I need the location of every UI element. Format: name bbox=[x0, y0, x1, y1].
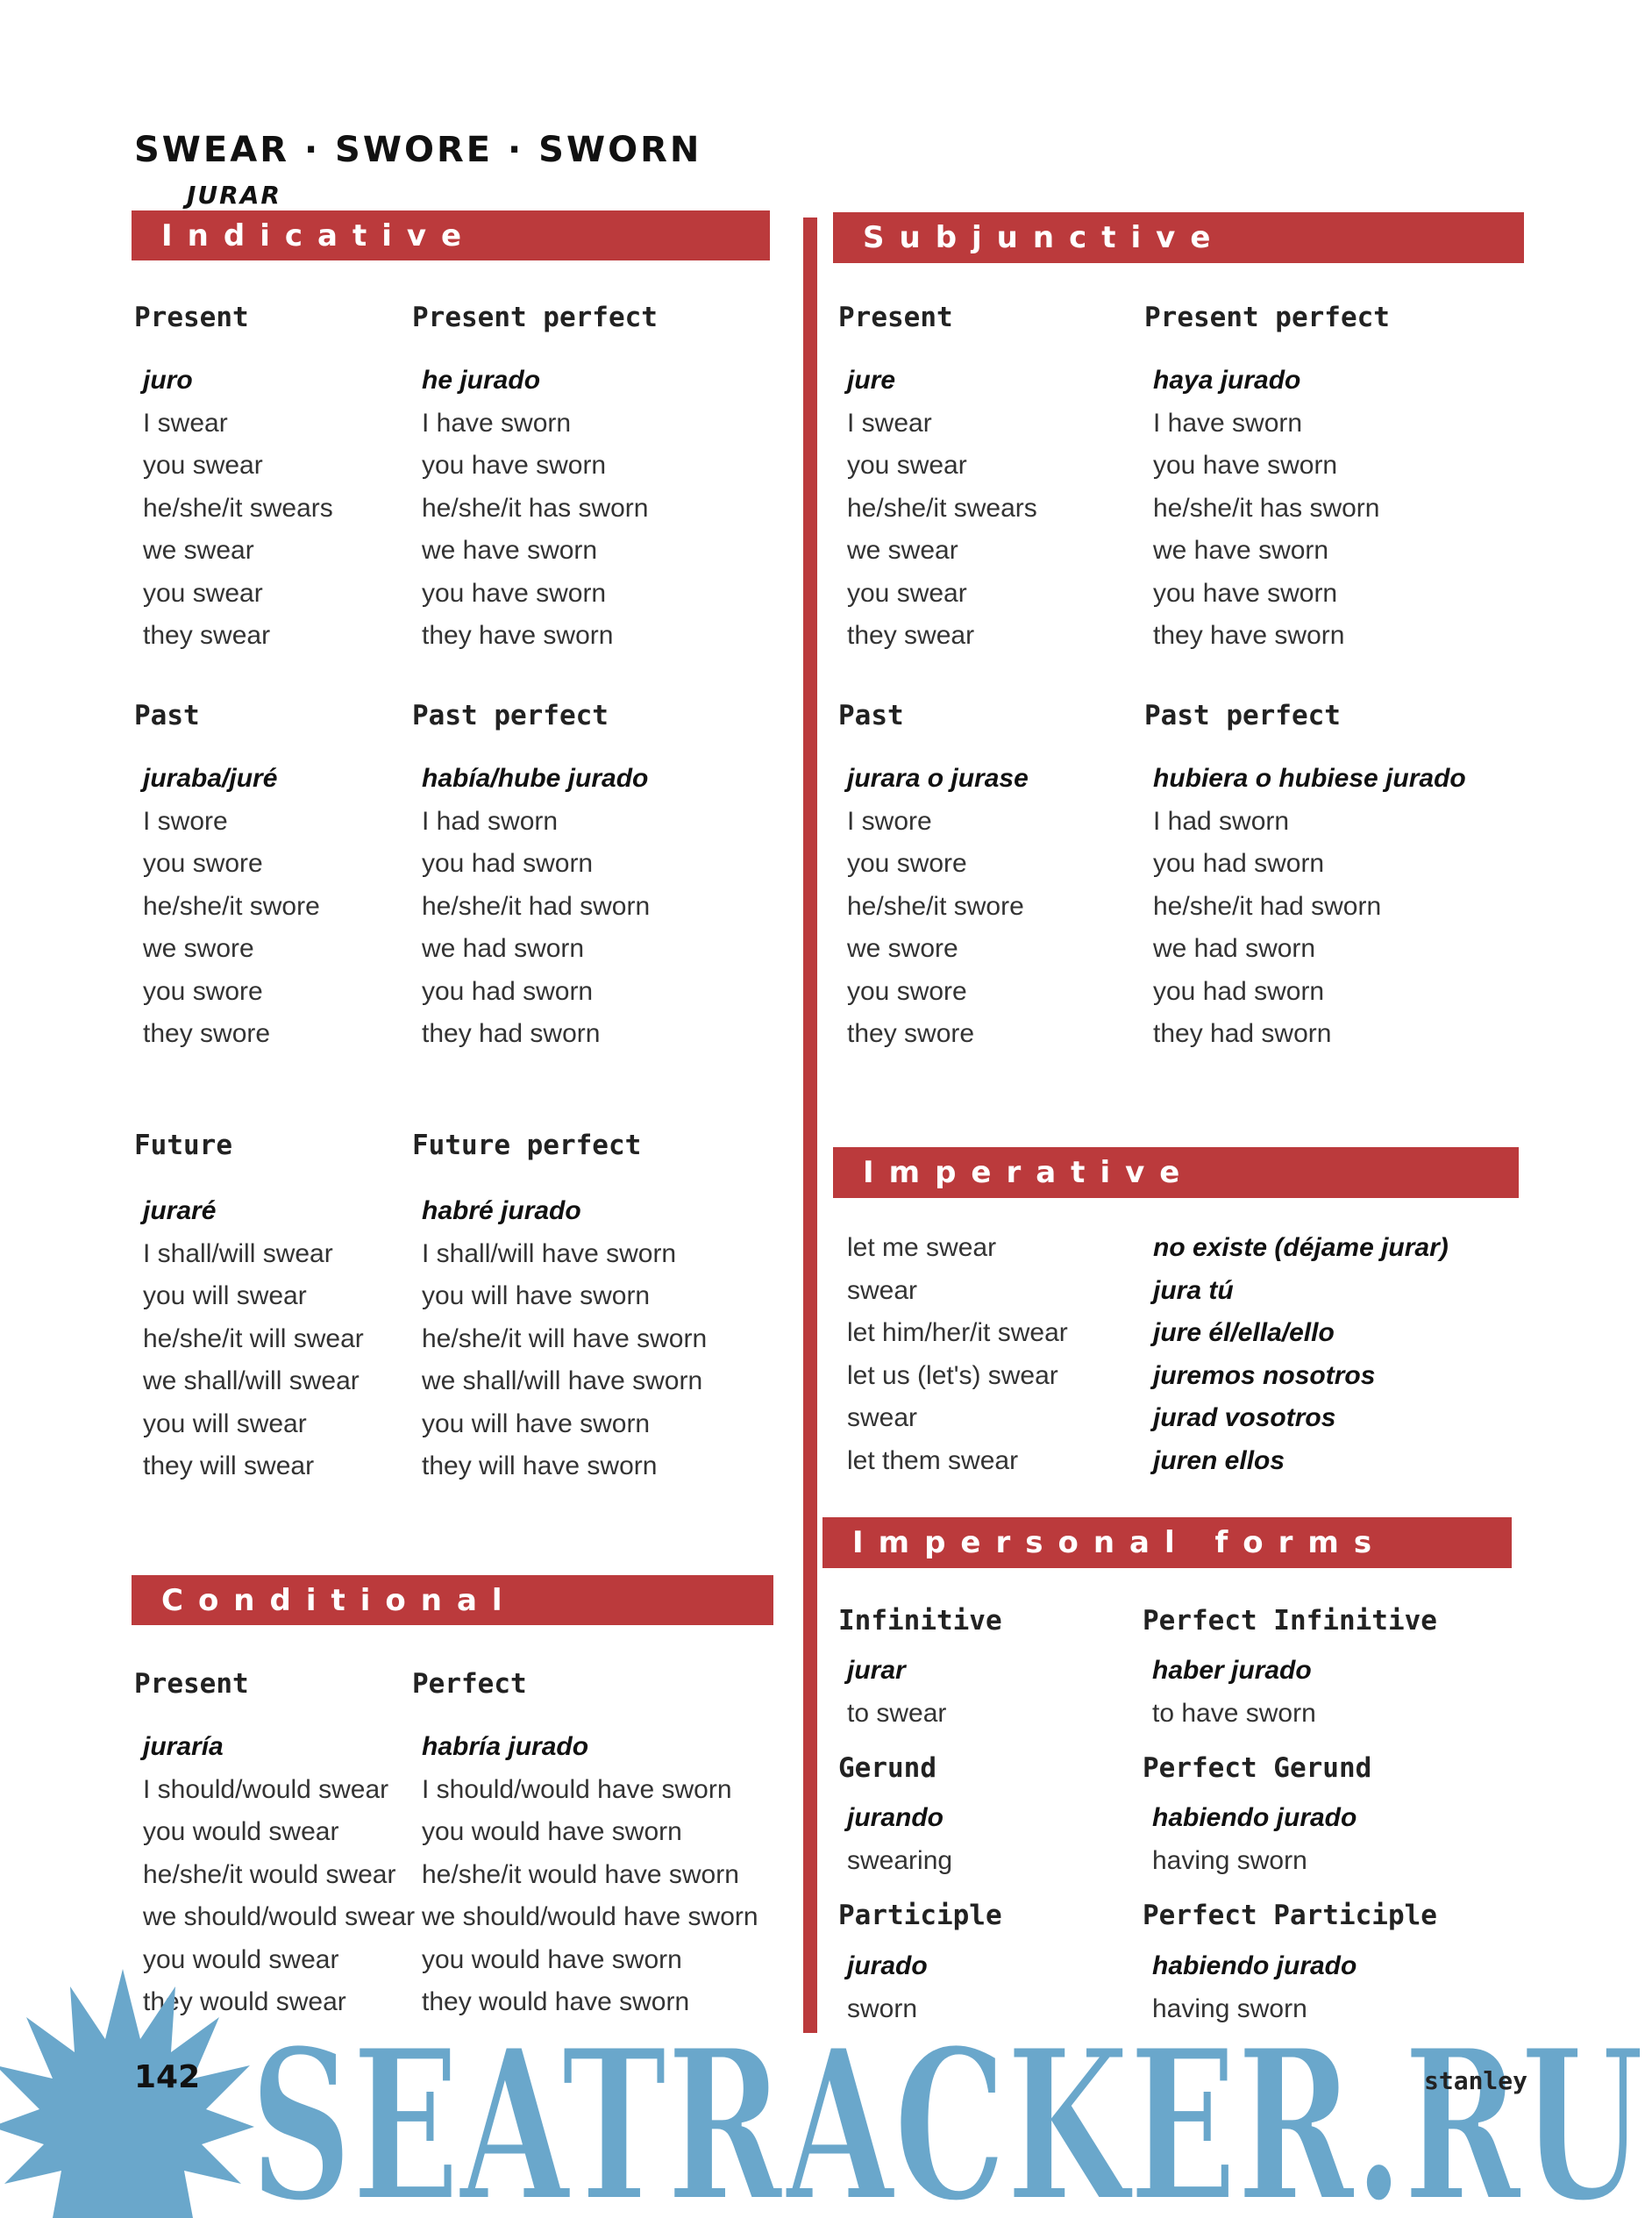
list-item: I shall/will have sworn bbox=[422, 1238, 677, 1268]
page-number: 142 bbox=[134, 2059, 201, 2095]
list-item: they would have sworn bbox=[422, 1987, 690, 2016]
list-item: juremos nosotros bbox=[1153, 1360, 1376, 1390]
gerund-heading: Gerund bbox=[838, 1752, 936, 1784]
list-item: we should/would have sworn bbox=[422, 1902, 758, 1931]
list-item: he/she/it swears bbox=[847, 493, 1037, 523]
subjunctive-present-perfect-heading: Present perfect bbox=[1144, 302, 1390, 333]
list-item: you will swear bbox=[143, 1409, 307, 1438]
list-item: we had sworn bbox=[422, 934, 585, 963]
list-item: they had sworn bbox=[1153, 1019, 1332, 1048]
indicative-band: Indicative bbox=[132, 210, 770, 260]
list-item: they have sworn bbox=[1153, 621, 1345, 650]
list-item: you swore bbox=[143, 849, 263, 878]
list-item: he jurado bbox=[422, 366, 541, 395]
column-divider bbox=[803, 218, 817, 2033]
list-item: you had sworn bbox=[422, 976, 594, 1006]
list-item: you will have sworn bbox=[422, 1281, 651, 1310]
list-item: swear bbox=[847, 1275, 918, 1305]
list-item: they had sworn bbox=[422, 1019, 601, 1048]
indicative-past-heading: Past bbox=[134, 700, 200, 731]
conditional-band: Conditional bbox=[132, 1575, 773, 1625]
subjunctive-past-heading: Past bbox=[838, 700, 904, 731]
subjunctive-present-perfect-list bbox=[1153, 360, 1379, 658]
list-item: we should/would swear bbox=[143, 1902, 416, 1931]
list-item: let us (let's) swear bbox=[847, 1360, 1058, 1390]
list-item: jura tú bbox=[1153, 1275, 1234, 1305]
indicative-future-heading: Future bbox=[134, 1130, 232, 1161]
indicative-past-list bbox=[143, 758, 320, 1056]
list-item: you swore bbox=[847, 849, 967, 878]
page-title: SWEAR · SWORE · SWORN bbox=[134, 130, 702, 170]
indicative-past-perfect-heading: Past perfect bbox=[412, 700, 609, 731]
impersonal-forms-band: Impersonal forms bbox=[822, 1517, 1512, 1568]
list-item: you had sworn bbox=[1153, 849, 1325, 878]
author-signature: stanley bbox=[1424, 2066, 1528, 2095]
list-item: having sworn bbox=[1152, 1993, 1307, 2023]
list-item: you will swear bbox=[143, 1281, 307, 1310]
list-item: you would have sworn bbox=[422, 1817, 682, 1846]
list-item: swear bbox=[847, 1403, 918, 1432]
list-item: I swore bbox=[143, 806, 228, 836]
indicative-future-list bbox=[143, 1190, 364, 1488]
list-item: they would swear bbox=[143, 1987, 346, 2016]
list-item: we swear bbox=[143, 536, 254, 565]
list-item: I shall/will swear bbox=[143, 1238, 333, 1268]
list-item: sworn bbox=[847, 1993, 918, 2023]
list-item: I should/would swear bbox=[143, 1774, 389, 1804]
list-item: they have sworn bbox=[422, 621, 614, 650]
indicative-present-perfect-heading: Present perfect bbox=[412, 302, 658, 333]
list-item: we swore bbox=[143, 934, 254, 963]
list-item: to swear bbox=[847, 1698, 947, 1728]
indicative-past-perfect-list bbox=[422, 758, 650, 1056]
list-item: I have sworn bbox=[422, 408, 572, 438]
list-item: I should/would have sworn bbox=[422, 1774, 732, 1804]
starburst-icon bbox=[0, 1969, 254, 2218]
gerund-list bbox=[847, 1797, 952, 1882]
list-item: they swore bbox=[847, 1019, 975, 1048]
list-item: he/she/it has sworn bbox=[422, 493, 649, 523]
list-item: había/hube jurado bbox=[422, 764, 649, 793]
perfect-participle-heading: Perfect Participle bbox=[1143, 1900, 1437, 1931]
list-item: I swear bbox=[143, 408, 228, 438]
subjunctive-past-list bbox=[847, 758, 1029, 1056]
list-item: he/she/it will swear bbox=[143, 1323, 364, 1353]
indicative-future-perfect-list bbox=[422, 1190, 707, 1488]
list-item: habré jurado bbox=[422, 1196, 581, 1225]
list-item: I swear bbox=[847, 408, 932, 438]
infinitive-list bbox=[847, 1650, 946, 1735]
subjunctive-present-list bbox=[847, 360, 1037, 658]
list-item: he/she/it swore bbox=[847, 891, 1024, 921]
list-item: juraría bbox=[143, 1732, 224, 1761]
list-item: he/she/it had sworn bbox=[422, 891, 651, 921]
watermark-text: SEATRACKER.RU bbox=[250, 2004, 1644, 2218]
list-item: you have sworn bbox=[1153, 578, 1338, 608]
list-item: he/she/it will have sworn bbox=[422, 1323, 708, 1353]
list-item: swearing bbox=[847, 1845, 953, 1875]
list-item: I swore bbox=[847, 806, 932, 836]
list-item: he/she/it has sworn bbox=[1153, 493, 1380, 523]
list-item: jurad vosotros bbox=[1153, 1403, 1336, 1432]
subjunctive-past-perfect-heading: Past perfect bbox=[1144, 700, 1341, 731]
list-item: they swear bbox=[143, 621, 271, 650]
imperative-band: Imperative bbox=[833, 1147, 1519, 1198]
list-item: I had sworn bbox=[422, 806, 559, 836]
indicative-future-perfect-heading: Future perfect bbox=[412, 1130, 642, 1161]
list-item: let him/her/it swear bbox=[847, 1318, 1068, 1347]
conditional-perfect-heading: Perfect bbox=[412, 1668, 527, 1700]
imperative-english-list bbox=[847, 1227, 1068, 1482]
list-item: let them swear bbox=[847, 1445, 1019, 1475]
subjunctive-past-perfect-list bbox=[1153, 758, 1466, 1056]
list-item: we have sworn bbox=[422, 536, 598, 565]
list-item: we swear bbox=[847, 536, 958, 565]
perfect-infinitive-list bbox=[1152, 1650, 1316, 1735]
list-item: I have sworn bbox=[1153, 408, 1303, 438]
list-item: they swear bbox=[847, 621, 975, 650]
list-item: habiendo jurado bbox=[1152, 1803, 1357, 1832]
indicative-present-perfect-list bbox=[422, 360, 648, 658]
list-item: we shall/will swear bbox=[143, 1366, 360, 1395]
list-item: no existe (déjame jurar) bbox=[1153, 1233, 1449, 1262]
list-item: jure él/ella/ello bbox=[1153, 1318, 1335, 1347]
indicative-present-heading: Present bbox=[134, 302, 249, 333]
list-item: juraré bbox=[143, 1196, 217, 1225]
list-item: you have sworn bbox=[422, 451, 607, 480]
list-item: having sworn bbox=[1152, 1845, 1307, 1875]
list-item: you swore bbox=[143, 976, 263, 1006]
list-item: he/she/it swore bbox=[143, 891, 320, 921]
list-item: we shall/will have sworn bbox=[422, 1366, 703, 1395]
list-item: we have sworn bbox=[1153, 536, 1329, 565]
list-item: he/she/it had sworn bbox=[1153, 891, 1382, 921]
list-item: he/she/it would swear bbox=[143, 1859, 396, 1889]
perfect-gerund-list bbox=[1152, 1797, 1356, 1882]
list-item: he/she/it would have sworn bbox=[422, 1859, 739, 1889]
infinitive-heading: Infinitive bbox=[838, 1605, 1002, 1637]
list-item: you have sworn bbox=[422, 578, 607, 608]
list-item: you have sworn bbox=[1153, 451, 1338, 480]
imperative-spanish-list bbox=[1153, 1227, 1449, 1482]
list-item: jurado bbox=[847, 1951, 928, 1980]
perfect-infinitive-heading: Perfect Infinitive bbox=[1143, 1605, 1437, 1637]
list-item: you had sworn bbox=[1153, 976, 1325, 1006]
list-item: jurara o jurase bbox=[847, 764, 1029, 793]
list-item: haber jurado bbox=[1152, 1656, 1312, 1685]
list-item: you would swear bbox=[143, 1817, 339, 1846]
list-item: they swore bbox=[143, 1019, 271, 1048]
subjunctive-band: Subjunctive bbox=[833, 212, 1524, 263]
list-item: hubiera o hubiese jurado bbox=[1153, 764, 1466, 793]
list-item: habiendo jurado bbox=[1152, 1951, 1357, 1980]
indicative-present-list bbox=[143, 360, 333, 658]
list-item: we swore bbox=[847, 934, 958, 963]
list-item: let me swear bbox=[847, 1233, 997, 1262]
conditional-present-heading: Present bbox=[134, 1668, 249, 1700]
list-item: you will have sworn bbox=[422, 1409, 651, 1438]
list-item: you swear bbox=[143, 451, 263, 480]
participle-heading: Participle bbox=[838, 1900, 1002, 1931]
list-item: he/she/it swears bbox=[143, 493, 333, 523]
list-item: you swear bbox=[143, 578, 263, 608]
subjunctive-present-heading: Present bbox=[838, 302, 953, 333]
list-item: you would have sworn bbox=[422, 1944, 682, 1974]
list-item: you would swear bbox=[143, 1944, 339, 1974]
list-item: you swore bbox=[847, 976, 967, 1006]
list-item: you swear bbox=[847, 578, 967, 608]
list-item: jurar bbox=[847, 1656, 906, 1685]
list-item: jurando bbox=[847, 1803, 943, 1832]
list-item: you swear bbox=[847, 451, 967, 480]
watermark bbox=[0, 1969, 1652, 2218]
list-item: juraba/juré bbox=[143, 764, 278, 793]
list-item: we had sworn bbox=[1153, 934, 1316, 963]
list-item: they will have sworn bbox=[422, 1451, 658, 1480]
list-item: habría jurado bbox=[422, 1732, 589, 1761]
list-item: you had sworn bbox=[422, 849, 594, 878]
list-item: they will swear bbox=[143, 1451, 315, 1480]
perfect-gerund-heading: Perfect Gerund bbox=[1143, 1752, 1372, 1784]
list-item: jure bbox=[847, 366, 896, 395]
spanish-translation: JURAR bbox=[187, 181, 281, 210]
list-item: juren ellos bbox=[1153, 1445, 1285, 1475]
list-item: haya jurado bbox=[1153, 366, 1301, 395]
list-item: I had sworn bbox=[1153, 806, 1290, 836]
list-item: juro bbox=[143, 366, 193, 395]
list-item: to have sworn bbox=[1152, 1698, 1316, 1728]
